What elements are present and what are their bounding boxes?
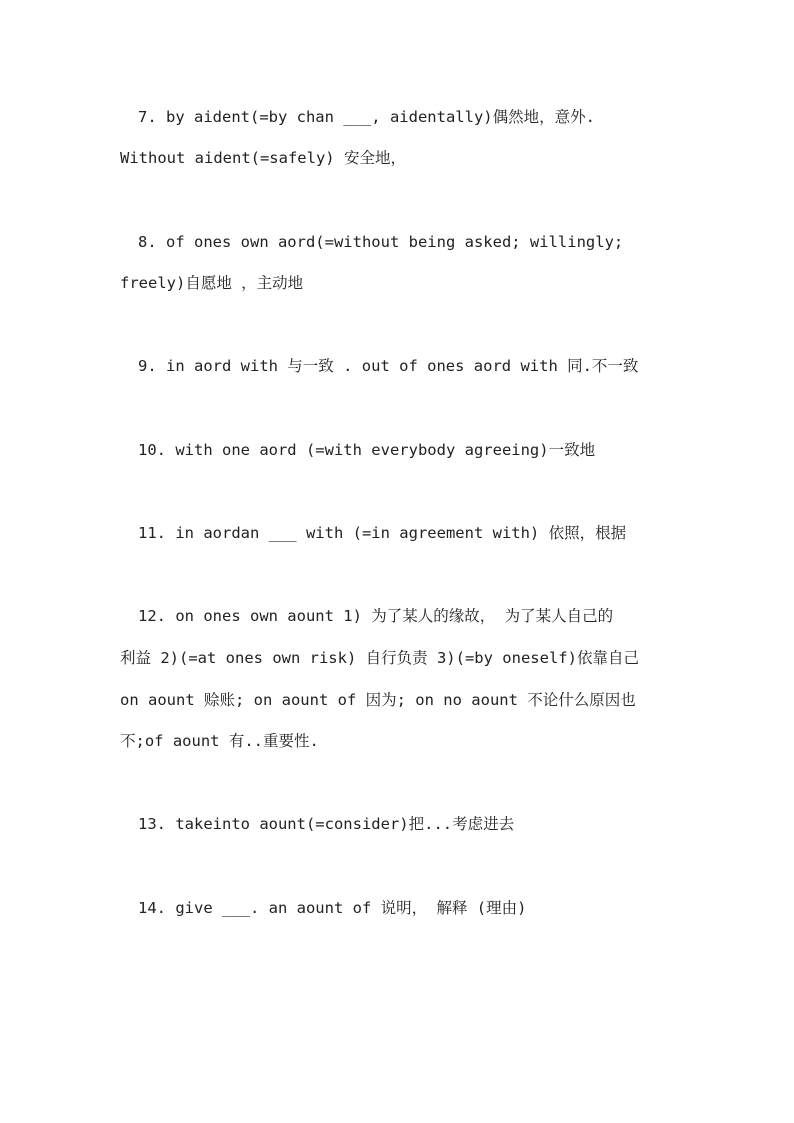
entry-12-line-1: 12. on ones own aount 1) 为了某人的缘故， 为了某人自己的 [138, 607, 614, 625]
entry-8-line-2: freely)自愿地 ，主动地 [120, 274, 304, 292]
entry-7-line-2: Without aident(=safely) 安全地， [120, 149, 406, 167]
entry-9-line-1: 9. in aord with 与一致 . out of ones aord with 同.不一致 [138, 357, 639, 375]
entry-12-line-3: on aount 赊账; on aount of 因为; on no aount 不论什么原因也 [120, 691, 636, 709]
entry-7-line-1: 7. by aident(=by chan ___, aidentally)偶然地，意外. [138, 108, 595, 126]
entry-11-line-1: 11. in aordan ___ with (=in agreement with) 依照，根据 [138, 524, 627, 542]
entry-12-line-4: 不;of aount 有..重要性. [120, 732, 319, 750]
entry-12-line-2: 利益 2)(=at ones own risk) 自行负责 3)(=by oneself)依靠自己 [120, 649, 639, 667]
entry-8-line-1: 8. of ones own aord(=without being asked; willingly; [138, 233, 624, 251]
entry-10-line-1: 10. with one aord (=with everybody agreeing)一致地 [138, 441, 596, 459]
entry-14-line-1: 14. give ___. an aount of 说明， 解释 (理由) [138, 899, 527, 917]
entry-13-line-1: 13. takeinto aount(=consider)把...考虑进去 [138, 815, 515, 833]
